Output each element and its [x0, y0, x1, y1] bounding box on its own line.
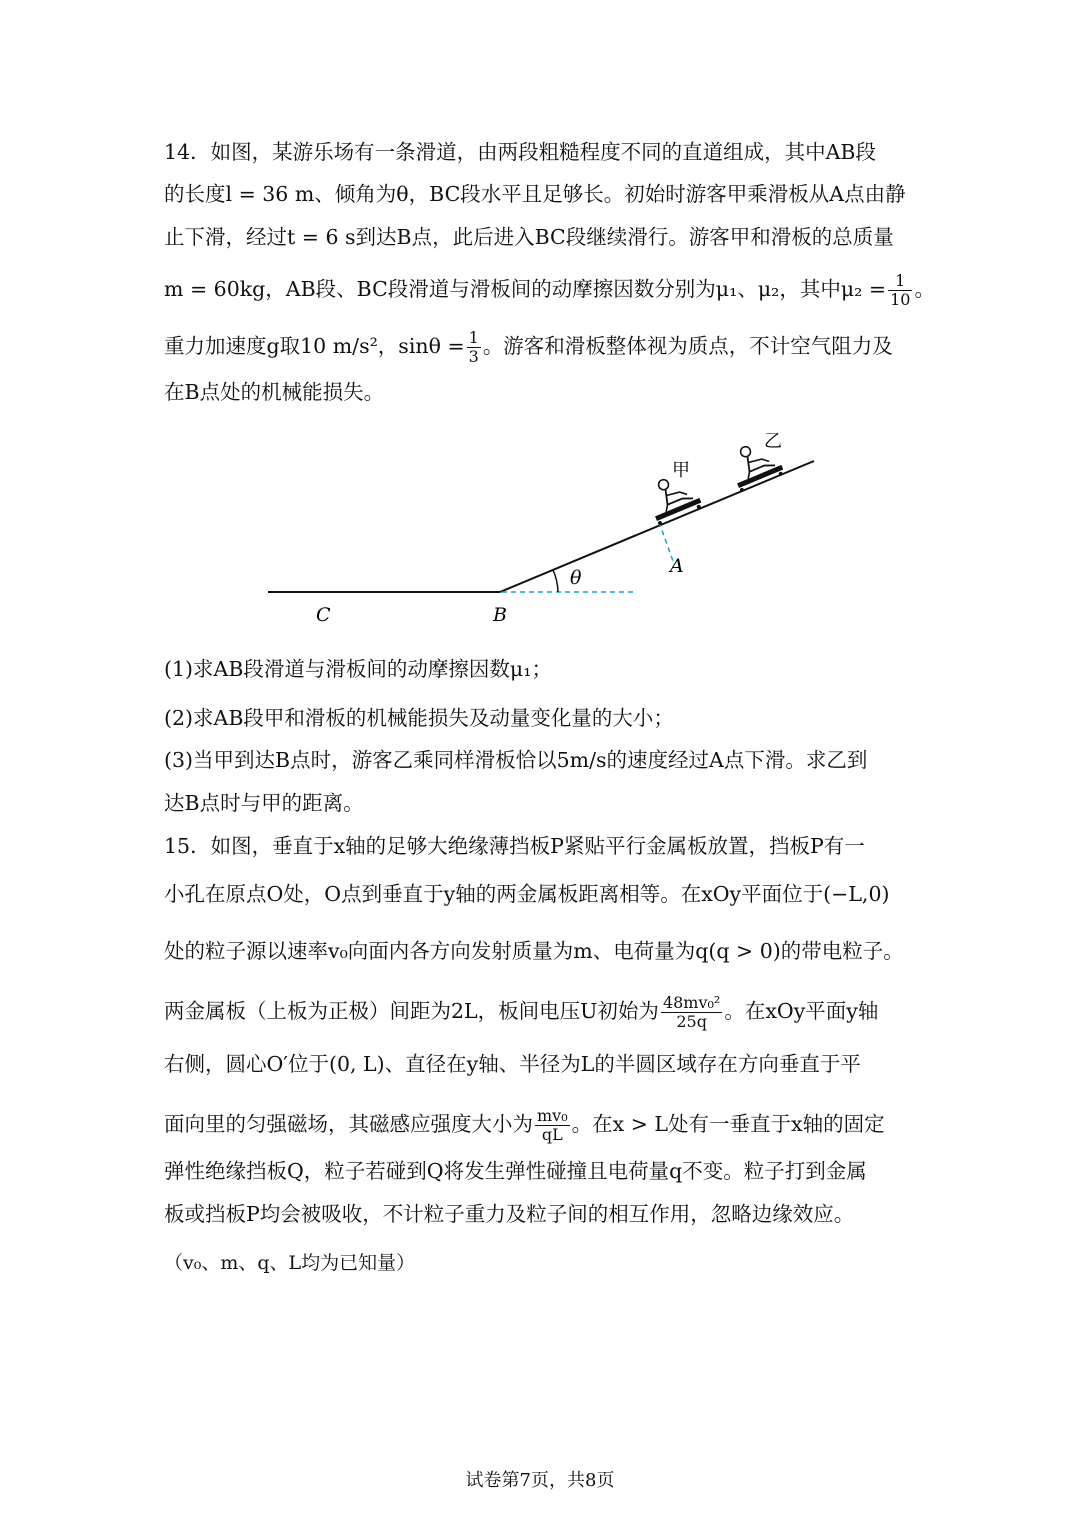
sin-denominator: 3	[468, 347, 479, 366]
p14-line-5-text: 重力加速度g取10 m/s²，sinθ =	[164, 334, 465, 358]
p14-question-3a: (3)当甲到达B点时，游客乙乘同样滑板恰以5m/s的速度经过A点下滑。求乙到	[164, 748, 868, 772]
p14-line-3: 止下滑，经过t = 6 s到达B点，此后进入BC段继续滑行。游客甲和滑板的总质量	[164, 225, 894, 249]
p14-question-3b: 达B点时与甲的距离。	[164, 791, 364, 815]
p15-line-4-text: 两金属板（上板为正极）间距为2L，板间电压U初始为	[164, 999, 659, 1023]
p14-question-1: (1)求AB段滑道与滑板间的动摩擦因数μ₁；	[164, 657, 552, 681]
sin-fraction	[467, 329, 481, 366]
p15-line-2: 小孔在原点O处，O点到垂直于y轴的两金属板距离相等。在xOy平面位于(−L,0)	[164, 882, 890, 906]
p15-line-6-text: 面向里的匀强磁场，其磁感应强度大小为	[164, 1112, 533, 1136]
p15-line-6-end: 。在x > L处有一垂直于x轴的固定	[571, 1112, 885, 1136]
track-ab	[500, 461, 814, 592]
p14-line-4	[164, 272, 935, 309]
point-a-label: A	[670, 555, 684, 577]
voltage-numerator: 48mv₀²	[662, 993, 721, 1012]
mu2-numerator: 1	[888, 272, 912, 291]
sin-numerator: 1	[468, 328, 479, 347]
p14-question-2: (2)求AB段甲和滑板的机械能损失及动量变化量的大小；	[164, 706, 674, 730]
p14-line-2: 的长度l = 36 m、倾角为θ，BC段水平且足够长。初始时游客甲乘滑板从A点由静	[164, 182, 906, 206]
field-numerator: mv₀	[537, 1106, 568, 1125]
p15-line-9: （v₀、m、q、L均为已知量）	[164, 1252, 416, 1274]
yi-label: 乙	[764, 431, 782, 452]
voltage-denominator: 25q	[676, 1012, 707, 1031]
p14-line-1: 14．如图，某游乐场有一条滑道，由两段粗糙程度不同的直道组成，其中AB段	[164, 140, 876, 164]
field-denominator: qL	[541, 1125, 563, 1144]
voltage-fraction	[661, 994, 722, 1031]
p14-line-5-end: 。游客和滑板整体视为质点，不计空气阻力及	[482, 334, 893, 358]
field-fraction	[535, 1107, 570, 1144]
p14-line-6: 在B点处的机械能损失。	[164, 380, 385, 404]
p14-line-4-text: m = 60kg，AB段、BC段滑道与滑板间的动摩擦因数分别为μ₁、μ₂，其中μ₂ =	[164, 277, 887, 301]
mu2-fraction	[888, 272, 912, 309]
p15-line-1: 15．如图，垂直于x轴的足够大绝缘薄挡板P紧贴平行金属板放置，挡板P有一	[164, 834, 865, 858]
point-c-label: C	[316, 604, 331, 626]
mu2-denominator: 10	[890, 290, 911, 309]
angle-arc	[553, 570, 558, 592]
p14-line-5	[164, 329, 893, 366]
slope-figure	[250, 425, 830, 635]
theta-label: θ	[570, 567, 582, 589]
p15-line-7: 弹性绝缘挡板Q，粒子若碰到Q将发生弹性碰撞且电荷量q不变。粒子打到金属	[164, 1159, 867, 1183]
p15-line-4	[164, 994, 878, 1031]
p15-line-3: 处的粒子源以速率v₀向面内各方向发射质量为m、电荷量为q(q > 0)的带电粒子。	[164, 939, 904, 963]
p15-line-5: 右侧，圆心O′位于(0, L)、直径在y轴、半径为L的半圆区域存在方向垂直于平	[164, 1052, 861, 1076]
p15-line-4-end: 。在xOy平面y轴	[724, 999, 879, 1023]
p15-line-8: 板或挡板P均会被吸收，不计粒子重力及粒子间的相互作用，忽略边缘效应。	[164, 1202, 855, 1226]
page-footer: 试卷第7页，共8页	[465, 1470, 615, 1491]
point-b-label: B	[493, 604, 507, 626]
p14-line-4-end: 。	[914, 277, 935, 301]
jia-label: 甲	[672, 460, 690, 481]
p15-line-6	[164, 1107, 885, 1144]
